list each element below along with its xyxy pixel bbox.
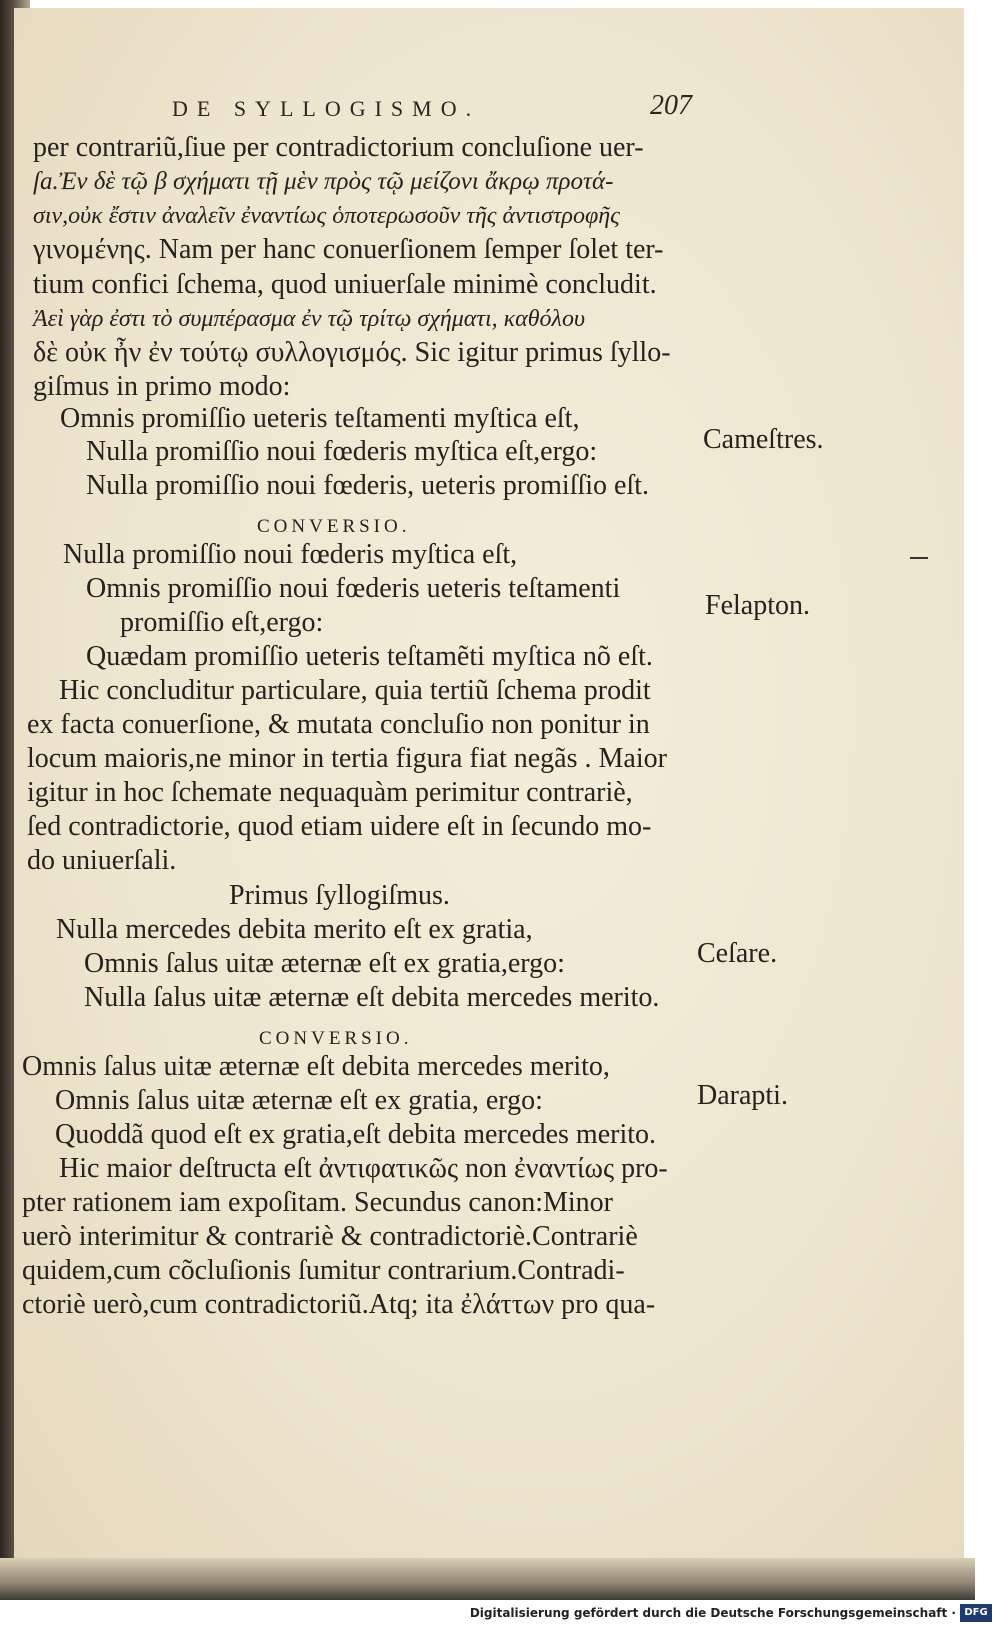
text-line: Hic concluditur particulare, quia tertiũ ſchema prodit	[59, 675, 651, 706]
text-line: giſmus in primo modo:	[33, 371, 291, 402]
text-line: γινομένης. Nam per hanc conuerſionem ſemper ſolet ter-	[33, 234, 664, 265]
syllogism-minor: promiſſio eſt,ergo:	[120, 607, 324, 638]
text-line: δὲ οὐκ ἦν ἐν τούτῳ συλλογισμός. Sic igitur primus ſyllo-	[33, 337, 671, 368]
syllogism-minor: Omnis ſalus uitæ æternæ eſt ex gratia,ergo:	[84, 948, 565, 979]
text-line: locum maioris,ne minor in tertia figura fiat negãs . Maior	[27, 743, 667, 774]
syllogism-minor: Omnis ſalus uitæ æternæ eſt ex gratia, ergo:	[55, 1085, 543, 1116]
section-heading: CONVERSIO.	[257, 516, 411, 537]
footer-bar	[0, 1600, 1000, 1629]
text-line: tium confici ſchema, quod uniuerſale minimè concludit.	[33, 269, 657, 300]
margin-note-cesare: Ceſare.	[697, 938, 778, 969]
text-line: ex facta conuerſione, & mutata concluſio non ponitur in	[27, 709, 650, 740]
text-line: ſa.Ἐν δὲ τῷ β σχήματι τῇ μὲν πρὸς τῷ μείζονι ἄκρῳ προτά-	[33, 168, 614, 195]
syllogism-conclusion: Nulla ſalus uitæ æternæ eſt debita mercedes merito.	[84, 982, 660, 1013]
margin-note-darapti: Darapti.	[697, 1080, 788, 1111]
syllogism-major: Omnis ſalus uitæ æternæ eſt debita mercedes merito,	[22, 1051, 610, 1082]
footer-credit: Digitalisierung gefördert durch die Deutsche Forschungsgemeinschaft ·	[469, 1606, 956, 1620]
text-line: ſed contradictorie, quod etiam uidere eſt in ſecundo mo-	[27, 811, 652, 842]
syllogism-minor: Nulla promiſſio noui fœderis myſtica eſt,ergo:	[86, 436, 598, 467]
margin-note-felapton: Felapton.	[705, 590, 810, 621]
text-line: ctoriè uerò,cum contradictoriũ.Atq; ita ἐλάττων pro qua-	[22, 1289, 656, 1320]
text-line: uerò interimitur & contrariè & contradictoriè.Contrariè	[22, 1221, 638, 1252]
text-line: do uniuerſali.	[27, 845, 177, 876]
syllogism-major: Nulla mercedes debita merito eſt ex gratia,	[56, 914, 533, 945]
text-line: σιν,οὐκ ἔστιν ἀναλεῖν ἐναντίως ὁποτερωσοῦν τῆς ἀντιστροφῆς	[33, 203, 620, 229]
page-number: 207	[650, 90, 692, 121]
right-margin	[964, 8, 1000, 1558]
running-head: DE SYLLOGISMO.	[172, 96, 481, 121]
syllogism-major: Omnis promiſſio ueteris teſtamenti myſtica eſt,	[60, 403, 580, 434]
section-heading: Primus ſyllogiſmus.	[229, 880, 450, 911]
margin-note-camestres: Cameſtres.	[703, 424, 824, 455]
text-line: Hic maior deſtructa eſt ἀντιφατικῶς non ἐναντίως pro-	[59, 1153, 668, 1184]
syllogism-minor: Omnis promiſſio noui fœderis ueteris teſtamenti	[86, 573, 621, 604]
margin-dash	[910, 557, 928, 559]
dfg-logo: DFG	[960, 1604, 992, 1622]
text-line: pter rationem iam expoſitam. Secundus canon:Minor	[22, 1187, 613, 1218]
book-bottom-edge	[0, 1558, 975, 1600]
syllogism-conclusion: Quædam promiſſio ueteris teſtamẽti myſtica nõ eſt.	[86, 641, 653, 672]
text-line: Ἀεὶ γὰρ ἐστι τὸ συμπέρασμα ἐν τῷ τρίτῳ σχήματι, καθόλου	[33, 306, 585, 332]
syllogism-major: Nulla promiſſio noui fœderis myſtica eſt,	[63, 539, 518, 570]
text-line: igitur in hoc ſchemate nequaquàm perimitur contrariè,	[27, 777, 633, 808]
section-heading: CONVERSIO.	[259, 1028, 413, 1049]
text-line: per contrariũ,ſiue per contradictorium concluſione uer-	[33, 132, 644, 163]
syllogism-conclusion: Quoddã quod eſt ex gratia,eſt debita mercedes merito.	[55, 1119, 657, 1150]
syllogism-conclusion: Nulla promiſſio noui fœderis, ueteris promiſſio eſt.	[86, 470, 650, 501]
text-line: quidem,cum cõcluſionis ſumitur contrarium.Contradi-	[22, 1255, 625, 1286]
